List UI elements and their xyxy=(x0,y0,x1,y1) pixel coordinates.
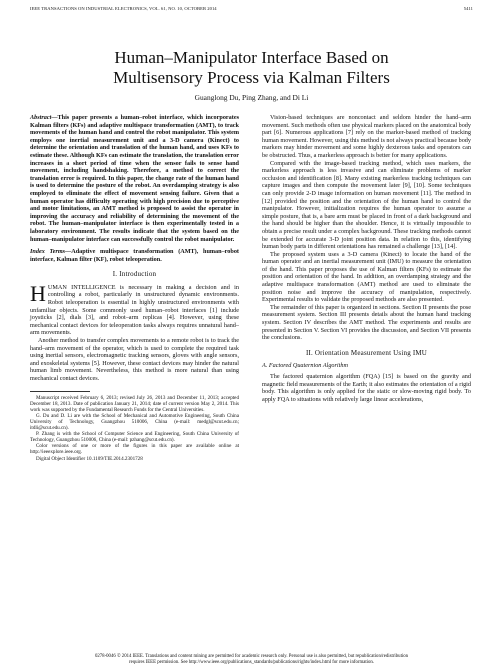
title-line-1: Human–Manipulator Interface Based on xyxy=(114,48,389,67)
abstract xyxy=(30,114,239,243)
intro-paragraph-2: Another method to transfer complex movements to a remote robot is to track the hand–arm movement of the operator, which is used to complete the required task using inertial sensors, electromagnetic tracking sensors, gloves with angle sensors, and exoskeletal systems [5]. However, these contact devices may hinder the natural human limb movement. Nevertheless, this method is more natural than using mechanical contact devices. xyxy=(30,337,239,382)
right-paragraph-4: The remainder of this paper is organized in sections. Section II presents the pose measurement system. Section III presents details about the human hand tracking system. Section IV describes the AMT method. The experiments and results are presented in Section V. Section VI provides the discussion, and Section VII presents the conclusions. xyxy=(262,303,471,342)
copyright-line-2: requires IEEE permission. See http://www.ieee.org/publications_standards/publications/rights/index.html for more information. xyxy=(129,659,374,665)
intro-paragraph-1 xyxy=(30,280,239,337)
page-number: 5411 xyxy=(463,6,473,11)
footnote-color-note: Color versions of one or more of the figures in this paper are available online at http://ieeexplore.ieee.org. xyxy=(30,443,239,456)
right-paragraph-2: Compared with the image-based tracking method, which uses markers, the markerless approach is less invasive and can eliminate problems of marker occlusion and identification [8]. Many existing markerless tracking techniques can capture images and then compute the movement later [9], [10]. Some techniques can only provide 2-D image information on human movement [11]. The method in [12] provided the position and the orientation of the human hand to control the manipulator. However, initialization requires the human operator to assume a simple posture, that is, a bare arm must be placed in front of a dark background and the hand should be higher than the shoulder. Hence, it is virtually impossible to obtain a precise result under a complex background. These tracking methods cannot be extended for accurate 3-D joint position data. In relation to this, identifying human body parts in different orientations has remained a challenge [13], [14]. xyxy=(262,159,471,251)
drop-cap: H xyxy=(30,280,46,306)
footnote-divider xyxy=(30,391,90,392)
left-column xyxy=(30,114,239,462)
running-header xyxy=(30,6,473,16)
right-column xyxy=(262,114,471,403)
paper-title xyxy=(40,48,463,88)
journal-name: IEEE TRANSACTIONS ON INDUSTRIAL ELECTRONICS, VOL. 61, NO. 10, OCTOBER 2014 xyxy=(30,6,217,11)
copyright-line-1: 0278-0046 © 2014 IEEE. Translations and content mining are permitted for academic research only. Personal use is also permitted, but republication/redistribution xyxy=(94,654,409,659)
index-terms-lead: Index Terms— xyxy=(30,248,72,256)
author-list: Guanglong Du, Ping Zhang, and Di Li xyxy=(194,93,309,102)
index-terms-text: Adaptive multispace transformation (AMT), human–robot interface, Kalman filter (KF), robot teleoperation. xyxy=(30,248,239,263)
right-paragraph-3: The proposed system uses a 3-D camera (Kinect) to locate the hand of the human operator and an inertial measurement unit (IMU) to measure the orientation of the hand. This paper proposes the use of Kalman filters (KFs) to estimate the position and orientation of the hand. In addition, an overdamping strategy and the adaptive multispace transformation (AMT) method are used to eliminate the position noise and improve the accuracy of manipulation, respectively. Experimental results to validate the proposed methods are also presented. xyxy=(262,250,471,304)
footnote-affiliation-2: P. Zhang is with the School of Computer Science and Engineering, South China University of Technology, Guangzhou 510006, China (e-mail: pzhang@scut.edu.cn). xyxy=(30,431,239,444)
footnote-doi: Digital Object Identifier 10.1109/TIE.2014.2301728 xyxy=(36,455,143,462)
abstract-text: This paper presents a human–robot interface, which incorporates Kalman filters (KFs) and adaptive multispace transformation (AMT), to track movements of the human hand and control the robot manipulator. This system employs one inertial measurement unit and a 3-D camera (Kinect) to determine the orientation and translation of the human hand, and uses KFs to estimate these. Although KFs can estimate the translation, the translation error increases in a short period of time when the sensor fails to sense hand movement, including handshaking. Therefore, a method to correct the translation error is required. In this paper, the change rate of the human hand is used to determine the posture of the robot. An overdamping strategy is also employed to eliminate the effect of movement sensing failure. Given that a human operator has difficulty operating with high precision due to perceptive and motor limitations, an AMT method is proposed to assist the operator in improving the accuracy and reliability of determining the movement of the robot. The human–manipulator interface is then experimentally tested in a laboratory environment. The results indicate that the system based on the human–manipulator interface can successfully control the robot manipulator. xyxy=(30,114,239,243)
intro-paragraph-1-text: UMAN INTELLIGENCE is necessary in making a decision and in controlling a robot, particularly in unstructured dynamic environments. Robot teleoperation is essential in highly unstructured environments with unfamiliar objects. Some commonly used human–robot interfaces [1] include joysticks [2], dials [3], and robot–arm replicas [4]. However, using these mechanical contact devices for teleoperation tasks always requires unnatural hand–arm movements. xyxy=(30,283,239,337)
copyright-notice xyxy=(30,654,473,666)
abstract-lead: Abstract— xyxy=(30,114,58,121)
footnote-affiliation-1: G. Du and D. Li are with the School of Mechanical and Automotive Engineering, South China University of Technology, Guangzhou 510006, China (e-mail: medgl@scut.edu.cn; itdli@scut.edu.cn). xyxy=(30,412,239,432)
footnote-manuscript: Manuscript received February 6, 2013; revised July 26, 2013 and December 11, 2013; accepted December 18, 2013. Date of publication January 21, 2014; date of current version May 2, 2014. This work was supported by the Fundamental Research Funds for the Central Universities. xyxy=(30,394,239,413)
title-line-2: Multisensory Process via Kalman Filters xyxy=(113,68,390,87)
section-heading-orientation: II. Orientation Measurement Using IMU xyxy=(305,348,428,357)
right-paragraph-1: Vision-based techniques are noncontact and seldom hinder the hand–arm movement. Such methods often use physical markers placed on the anatomical body part [6]. Numerous applications [7] rely on the marker-based method of tracking human movement. However, using this method is not always practical because body markers may hinder movement and some highly dexterous tasks and operators can be obstructed. Thus, a markerless approach is better for many applications. xyxy=(262,114,471,159)
section-heading-introduction: I. Introduction xyxy=(112,270,157,279)
right-paragraph-5: The factored quaternion algorithm (FQA) [15] is based on the gravity and magnetic field measurements of the Earth; it also estimates the orientation of a rigid body. This algorithm is only applied for the static or slow-moving rigid body. To apply FQA to situations with relatively large linear accelerations, xyxy=(262,373,471,403)
subsection-heading-fqa: A. Factored Quaternion Algorithm xyxy=(262,362,348,370)
index-terms xyxy=(30,248,239,263)
footnote xyxy=(30,395,239,462)
